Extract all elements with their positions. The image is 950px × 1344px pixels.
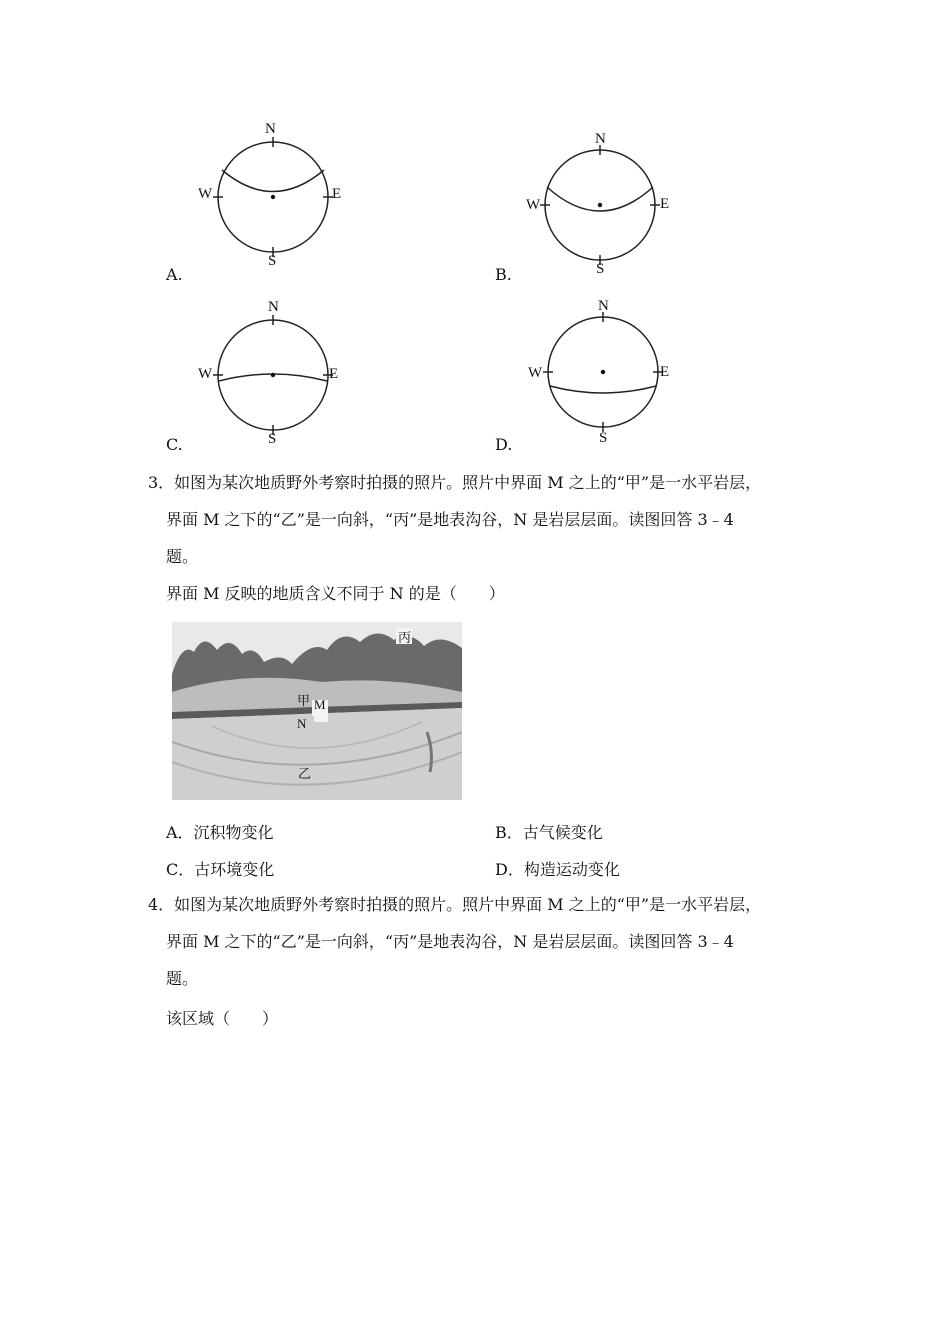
q3-option-c[interactable]: C．古环境变化 (166, 860, 275, 879)
dial-e: E (332, 186, 342, 202)
label-n: N (297, 716, 307, 731)
sun-path-arc (550, 386, 656, 393)
dial-n: N (598, 298, 609, 314)
dial-s: S (268, 253, 277, 269)
sun-path-arc (547, 187, 653, 211)
sun-path-arc (222, 170, 324, 192)
dial-s: S (596, 261, 605, 277)
q3-line-3: 题。 (166, 547, 199, 566)
option-letter-a: A. (166, 265, 183, 284)
label-jia: 甲 (297, 694, 311, 709)
option-letter-d: D. (495, 435, 513, 454)
option-letter-b: B. (495, 265, 512, 284)
label-yi: 乙 (298, 767, 312, 782)
q4-line-3: 题。 (166, 969, 199, 988)
label-bing: 丙 (398, 631, 412, 646)
option-letter-c: C. (166, 435, 183, 454)
dial-s: S (599, 430, 608, 446)
q3-option-a[interactable]: A．沉积物变化 (166, 823, 274, 842)
q3-option-b[interactable]: B．古气候变化 (495, 823, 603, 842)
dial-w: W (528, 365, 543, 381)
dial-e: E (329, 366, 339, 382)
field-photo (172, 622, 462, 800)
dial-n: N (265, 121, 276, 137)
dial-w: W (526, 197, 541, 213)
q3-line-2: 界面 M 之下的“乙”是一向斜，“丙”是地表沟谷，N 是岩层层面。读图回答 3﹣4 (166, 510, 734, 529)
dial-w: W (198, 366, 213, 382)
dial-s: S (268, 431, 277, 447)
q3-option-d[interactable]: D．构造运动变化 (495, 860, 620, 879)
q4-line-2: 界面 M 之下的“乙”是一向斜，“丙”是地表沟谷，N 是岩层层面。读图回答 3﹣4 (166, 932, 734, 951)
q3-stem: 界面 M 反映的地质含义不同于 N 的是（ ） (166, 584, 505, 603)
q3-line-1: 3．如图为某次地质野外考察时拍摄的照片。照片中界面 M 之上的“甲”是一水平岩层， (148, 473, 762, 492)
q4-stem: 该区域（ ） (166, 1009, 279, 1028)
dial-e: E (660, 364, 670, 380)
dial-e: E (660, 196, 670, 212)
dial-w: W (198, 186, 213, 202)
label-m: M (314, 697, 326, 712)
dial-n: N (268, 299, 279, 315)
q4-line-1: 4．如图为某次地质野外考察时拍摄的照片。照片中界面 M 之上的“甲”是一水平岩层， (148, 895, 762, 914)
dial-n: N (595, 131, 606, 147)
